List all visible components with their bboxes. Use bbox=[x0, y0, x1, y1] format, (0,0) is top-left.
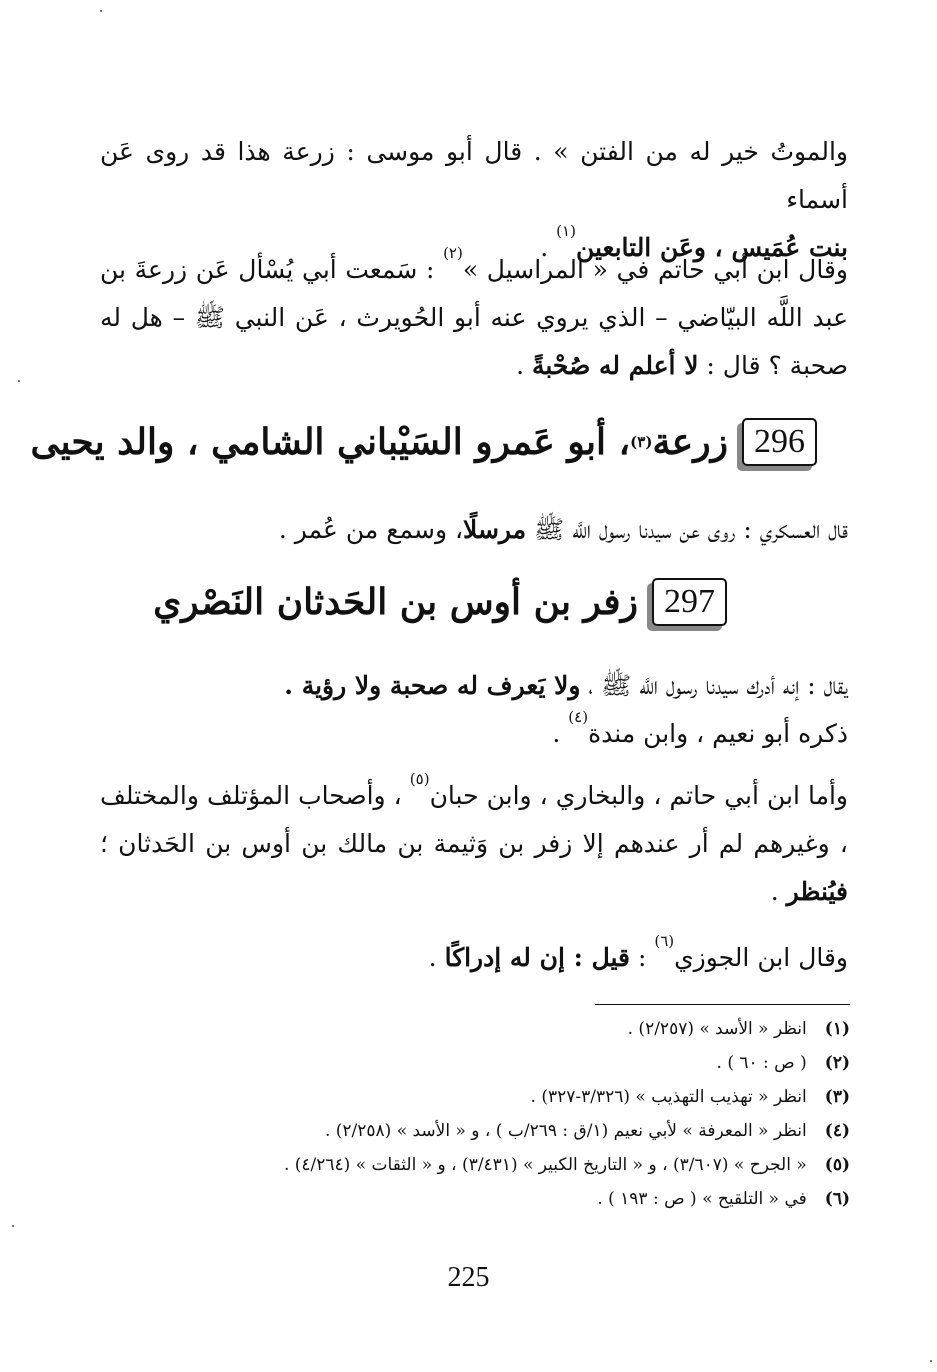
footnote-ref-3: (٣) bbox=[630, 432, 653, 451]
paragraph-4-tail: . bbox=[552, 719, 569, 748]
paragraph-4 bbox=[100, 662, 848, 758]
footnote-ref-6: (٦) bbox=[654, 932, 675, 950]
paragraph-5-line-1b: ، وأصحاب المؤتلف bbox=[206, 781, 410, 810]
footnote-number: (٤) bbox=[824, 1121, 850, 1141]
paragraph-5-line-1a: وأما ابن أبي حاتم ، والبخاري ، وابن حبان bbox=[429, 781, 848, 810]
footnote-3 bbox=[110, 1080, 850, 1114]
paragraph-6-line-1a: وقال ابن الجوزي bbox=[674, 943, 848, 972]
paragraph-4-bold: ولا يَعرف له صحبة ولا رؤية . bbox=[284, 671, 581, 700]
footnote-number: (٢) bbox=[824, 1053, 850, 1073]
paragraph-2-line-2: عبد اللَّه البيّاضي – الذي يروي عنه أبو الحُويرث ، عَن النبي ﷺ – هل له bbox=[100, 303, 848, 332]
paragraph-5-bold: فيُنظر bbox=[786, 877, 848, 906]
footnote-number: (٦) bbox=[824, 1189, 850, 1209]
footnote-text: « الجرح » (٣/٦٠٧) ، و « التاريخ الكبير » (٣/٤٣١) ، و « الثقات » (٤/٢٦٤) . bbox=[283, 1155, 807, 1175]
entry-number-297: 297 bbox=[652, 578, 727, 626]
footnote-ref-1: (١) bbox=[556, 222, 576, 240]
paragraph-2-line-1b: : سَمعت أبي يُسْأل عَن زرعةَ بن bbox=[100, 255, 444, 284]
paragraph-6-tail: . bbox=[428, 943, 445, 972]
footnote-text: ( ص : ٦٠ ) . bbox=[716, 1053, 807, 1073]
footnote-5 bbox=[110, 1148, 850, 1182]
footnote-number: (٣) bbox=[824, 1087, 850, 1107]
paragraph-2-line-3a: صحبة ؟ قال : bbox=[698, 351, 848, 380]
footnote-ref-5: (٥) bbox=[409, 770, 430, 788]
entry-297-heading bbox=[153, 578, 727, 626]
footnote-text: في « التلقيح » ( ص : ١٩٣ ) . bbox=[597, 1189, 807, 1209]
scan-speck bbox=[930, 1360, 932, 1362]
paragraph-4-line-1a: يقال : إنه أدرك سيدنا رسول اللَّه ﷺ ، bbox=[580, 671, 848, 700]
paragraph-1-tail: . bbox=[540, 233, 557, 262]
paragraph-4-line-2: ذكره أبو نعيم ، وابن مندة bbox=[588, 719, 848, 748]
paragraph-5-line-2: والمختلف ، وغيرهم لم أر عندهم إلا زفر بن وَثيمة بن مالك بن أوس بن bbox=[100, 781, 848, 858]
footnote-6 bbox=[110, 1182, 850, 1216]
entry-296-rest: ، أبو عَمرو السَيْباني الشامي ، والد يحيى bbox=[30, 421, 631, 463]
scan-speck bbox=[100, 10, 102, 12]
footnote-ref-4: (٤) bbox=[568, 708, 589, 726]
paragraph-5 bbox=[100, 772, 848, 916]
footnote-text: انظر « تهذيب التهذيب » (٣/٣٢٦-٣٢٧) . bbox=[530, 1087, 807, 1107]
paragraph-2-tail: . bbox=[516, 351, 532, 380]
paragraph-5-tail: . bbox=[770, 877, 787, 906]
page-number: 225 bbox=[447, 1262, 490, 1293]
paragraph-2-bold: لا أعلم له صُحْبةً bbox=[531, 351, 699, 380]
scan-speck bbox=[12, 1225, 14, 1227]
paragraph-1-line-1: والموتُ خير له من الفتن » . قال أبو موسى : زرعة هذا قد روى عَن أسماء bbox=[100, 137, 848, 214]
paragraph-6-sep: : bbox=[630, 943, 655, 972]
paragraph-6 bbox=[429, 934, 848, 982]
footnote-text: انظر « المعرفة » لأبي نعيم (١/ق : ٢٦٩/ب ) ، و « الأسد » (٢/٢٥٨) . bbox=[324, 1121, 807, 1141]
footnotes bbox=[110, 1012, 850, 1216]
paragraph-3-bold: مرسلًا bbox=[463, 515, 527, 544]
footnote-4 bbox=[110, 1114, 850, 1148]
paragraph-3-tail: ، وسمع من عُمر . bbox=[278, 515, 464, 544]
paragraph-3 bbox=[100, 506, 848, 554]
entry-296-title: زرعة bbox=[652, 421, 728, 463]
entry-number-296: 296 bbox=[742, 418, 817, 466]
footnote-number: (٥) bbox=[824, 1155, 850, 1175]
paragraph-5-line-3a: الحَدثان ؛ bbox=[100, 829, 195, 858]
scan-speck bbox=[18, 380, 20, 382]
footnote-2 bbox=[110, 1046, 850, 1080]
entry-296-heading bbox=[30, 418, 817, 466]
paragraph-1-line-2: بنت عُمَيس ، وعَن التابعين bbox=[575, 233, 848, 262]
paragraph-2 bbox=[100, 246, 848, 390]
footnote-ref-2: (٢) bbox=[443, 244, 463, 262]
footnote-1 bbox=[110, 1012, 850, 1046]
paragraph-6-bold: قيل : إن له إدراكًا bbox=[444, 943, 630, 972]
paragraph-3-text: قال العسكري : روى عن سيدنا رسول اللَّه ﷺ bbox=[526, 515, 848, 544]
paragraph-2-line-1a: وقال ابن أبي حاتم في « المراسيل » bbox=[462, 255, 848, 284]
footnote-number: (١) bbox=[824, 1019, 850, 1039]
footnote-text: انظر « الأسد » (٢/٢٥٧) . bbox=[627, 1019, 807, 1039]
entry-297-title: زفر بن أوس بن الحَدثان النَصْري bbox=[153, 581, 638, 623]
footnote-divider bbox=[595, 1004, 850, 1005]
